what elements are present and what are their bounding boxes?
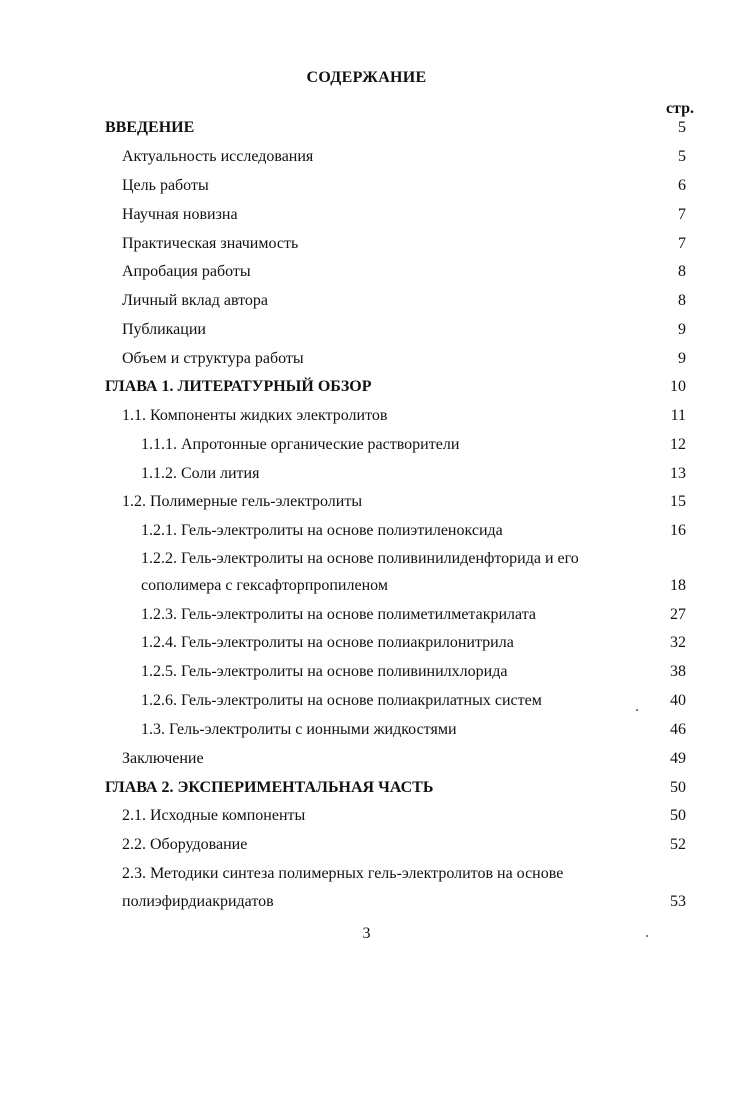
toc-entry-text: Личный вклад автора (122, 292, 269, 309)
toc-entry-text: 1.2.6. Гель-электролиты на основе полиакрилатных систем (141, 692, 542, 709)
toc-entry-text: 1.2.1. Гель-электролиты на основе полиэтиленоксида (141, 522, 503, 539)
toc-entry-page: 46 (670, 721, 686, 738)
toc-entry-page: 9 (678, 321, 686, 338)
toc-entry-page: 9 (678, 350, 686, 367)
toc-entry-page: 50 (670, 807, 686, 824)
toc-entry-text: Объем и структура работы (122, 350, 304, 367)
scan-speck (646, 935, 648, 937)
toc-entry-page: 13 (670, 465, 686, 482)
toc-entry-text: 2.2. Оборудование (122, 836, 248, 853)
toc-entry-text: Публикации (122, 321, 206, 338)
toc-entry-page: 16 (670, 522, 686, 539)
toc-entry-page: 38 (670, 663, 686, 680)
page-number: 3 (362, 925, 371, 942)
toc-entry-text: 1.2.4. Гель-электролиты на основе полиакрилонитрила (141, 634, 514, 651)
toc-entry-text: Актуальность исследования (122, 148, 314, 165)
toc-entry-page: 40 (670, 692, 686, 709)
scan-speck (636, 709, 638, 711)
toc-entry-text: ГЛАВА 2. ЭКСПЕРИМЕНТАЛЬНАЯ ЧАСТЬ (105, 779, 434, 796)
toc-entry-text: 1.1.1. Апротонные органические растворители (141, 436, 460, 453)
toc-entry-page: 52 (670, 836, 686, 853)
document-title: СОДЕРЖАНИЕ (306, 69, 427, 86)
toc-entry-text: ВВЕДЕНИЕ (105, 119, 195, 136)
toc-entry-page: 50 (670, 779, 686, 796)
toc-entry-page: 49 (670, 750, 686, 767)
toc-entry-text: полиэфирдиакридатов (122, 893, 274, 910)
page-column-header: стр. (665, 100, 694, 117)
toc-entry-page: 8 (678, 292, 686, 309)
toc-entry-text: 1.1. Компоненты жидких электролитов (122, 407, 388, 424)
toc-entry-page: 7 (678, 235, 686, 252)
toc-entry-text: 1.2.2. Гель-электролиты на основе поливинилиденфторида и его (141, 550, 579, 567)
toc-entry-text: Практическая значимость (122, 235, 299, 252)
toc-entry-page: 6 (678, 177, 686, 194)
toc-entry-text: 2.1. Исходные компоненты (122, 807, 306, 824)
toc-entry-page: 7 (678, 206, 686, 223)
toc-entry-text: Цель работы (122, 177, 209, 194)
toc-entry-page: 5 (678, 119, 686, 136)
toc-entry-text: сополимера с гексафторпропиленом (141, 577, 388, 594)
toc-entry-page: 53 (670, 893, 686, 910)
toc-entry-page: 5 (678, 148, 686, 165)
toc-entry-page: 15 (670, 493, 686, 510)
toc-entry-text: 1.1.2. Соли лития (141, 465, 260, 482)
toc-entry-text: 1.3. Гель-электролиты с ионными жидкостями (141, 721, 457, 738)
toc-entry-page: 10 (670, 378, 686, 395)
toc-entry-text: 1.2.3. Гель-электролиты на основе полиметилметакрилата (141, 606, 536, 623)
toc-entry-text: Научная новизна (122, 206, 238, 223)
toc-entry-page: 12 (670, 436, 686, 453)
toc-entry-text: Заключение (122, 750, 204, 767)
toc-entry-page: 18 (670, 577, 686, 594)
toc-entry-text: ГЛАВА 1. ЛИТЕРАТУРНЫЙ ОБЗОР (105, 378, 372, 395)
toc-entry-text: 1.2. Полимерные гель-электролиты (122, 493, 363, 510)
toc-entry-text: 2.3. Методики синтеза полимерных гель-электролитов на основе (122, 865, 564, 882)
toc-entry-page: 32 (670, 634, 686, 651)
toc-entry-text: 1.2.5. Гель-электролиты на основе поливинилхлорида (141, 663, 508, 680)
toc-entry-page: 8 (678, 263, 686, 280)
toc-entry-text: Апробация работы (122, 263, 251, 280)
toc-entry-page: 11 (670, 407, 686, 424)
toc-entry-page: 27 (670, 606, 686, 623)
